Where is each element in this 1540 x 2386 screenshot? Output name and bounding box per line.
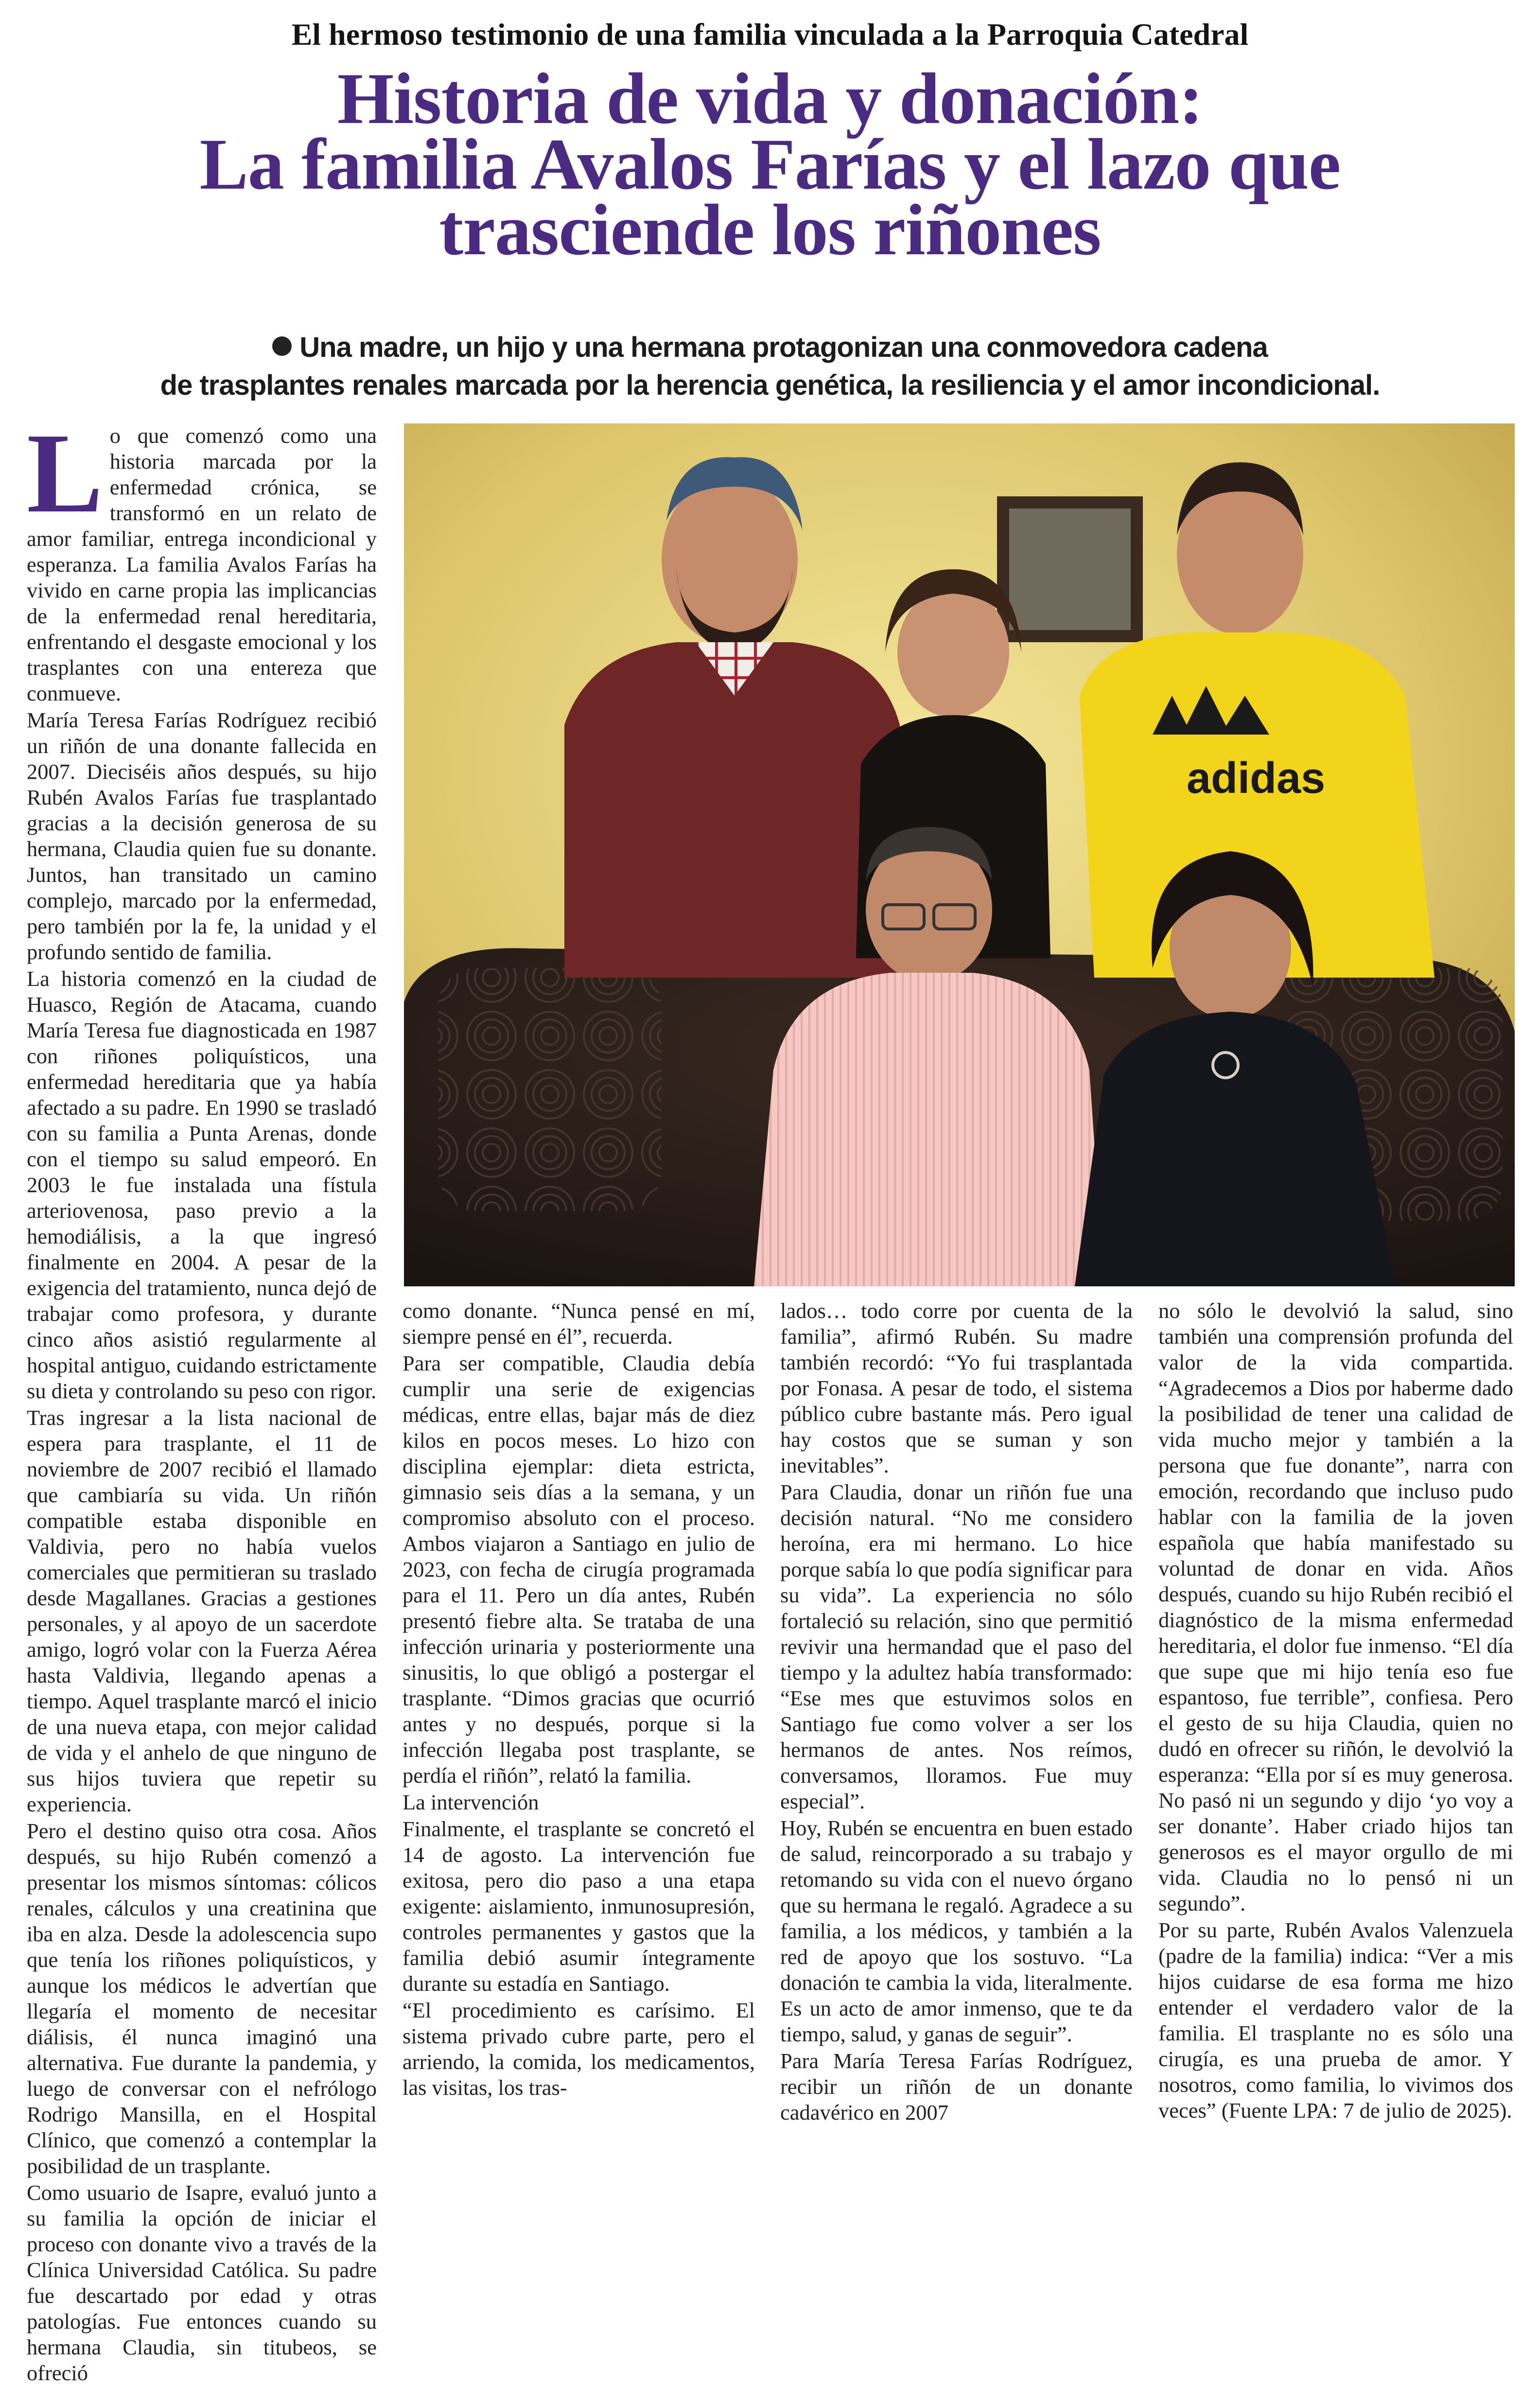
body-paragraph: Tras ingresar a la lista nacional de espera para trasplante, el 11 de noviembre de 2007 recibió el llamado que cambiaría su vida. Un riñón compatible estaba disponible en Valdivia, pero no había vuelos comerciales que permitieran su traslado desde Magallanes. Gracias a gestiones personales, y al apoyo de un sacerdote amigo, logró volar con la Fuerza Aérea hasta Valdivia, llegando apenas a tiempo. Aquel trasplante marcó el inicio de una nueva etapa, con mejor calidad de vida y el anhelo de que ninguno de sus hijos tuviera que repetir su experiencia. xyxy=(27,1405,377,1816)
body-paragraph: Hoy, Rubén se encuentra en buen estado de salud, reincorporado a su trabajo y retomando su vida con el nuevo órgano que su hermana le regaló. Agradece a su familia, a los médicos, y también a la red de apoyo que los sostuvo. “La donación te cambia la vida, literalmente. Es un acto de amor inmenso, que te da tiempo, salud, y ganas de seguir”. xyxy=(780,1816,1133,2046)
article-column-3 xyxy=(780,1298,1133,2124)
kicker: El hermoso testimonio de una familia vinculada a la Parroquia Catedral xyxy=(291,17,1249,52)
body-paragraph: “El procedimiento es carísimo. El sistema privado cubre parte, pero el arriendo, la comida, los medicamentos, las visitas, los tras- xyxy=(402,1998,755,2100)
article-column-2 xyxy=(402,1298,755,2100)
headline-line-1: Historia de vida y donación: xyxy=(337,58,1203,139)
body-paragraph: como donante. “Nunca pensé en mí, siempre pensé en él”, recuerda. xyxy=(402,1298,755,1349)
body-paragraph: Finalmente, el trasplante se concretó el 14 de agosto. La intervención fue exitosa, pero dio paso a una etapa exigente: aislamiento, inmunosupresión, controles permanentes y gastos que la familia debió asumir íntegramente durante su estadía en Santiago. xyxy=(402,1817,755,1996)
body-paragraph: Pero el destino quiso otra cosa. Años después, su hijo Rubén comenzó a presentar los mismos síntomas: cólicos renales, cálculos y una creatinina que iba en alza. Desde la adolescencia supo que tenía los riñones poliquísticos, y aunque los médicos le advertían que llegaría el momento de necesitar diálisis, él nunca imaginó una alternativa. Fue durante la pandemia, y luego de conversar con el nefrólogo Rodrigo Mansilla, en el Hospital Clínico, que comenzó a contemplar la posibilidad de un trasplante. xyxy=(27,1819,377,2178)
drop-cap: L xyxy=(27,410,103,536)
headline-line-2: La familia Avalos Farías y el lazo que xyxy=(199,124,1341,205)
body-paragraph: Lo que comenzó como una historia marcada por la enfermedad crónica, se transformó en un relato de amor familiar, entrega incondicional y esperanza. La familia Avalos Farías ha vivido en carne propia las implicancias de la enfermedad renal hereditaria, enfrentando el desgaste emocional y los trasplantes con una entereza que conmueve. xyxy=(27,410,377,705)
body-paragraph: Para ser compatible, Claudia debía cumplir una serie de exigencias médicas, entre ellas, bajar más de diez kilos en pocos meses. Lo hizo con disciplina ejemplar: dieta estricta, gimnasio seis días a la semana, y un compromiso absoluto con el proceso. Ambos viajaron a Santiago en julio de 2023, con fecha de cirugía programada para el 11. Pero un día antes, Rubén presentó fiebre alta. Se trataba de una infección urinaria y posteriormente una sinusitis, lo que obligó a postergar el trasplante. “Dimos gracias que ocurrió antes y no después, porque si la infección llegaba post trasplante, se perdía el riñón”, relató la familia. xyxy=(402,1351,755,1788)
subheadline-line-2: de trasplantes renales marcada por la herencia genética, la resiliencia y el amor incondicional. xyxy=(160,369,1380,401)
body-paragraph: Para María Teresa Farías Rodríguez, recibir un riñón de un donante cadavérico en 2007 xyxy=(780,2049,1133,2124)
subheadline xyxy=(0,329,1540,404)
shirt-logo-text: adidas xyxy=(1187,754,1326,803)
headline xyxy=(0,58,1540,270)
body-paragraph: lados… todo corre por cuenta de la familia”, afirmó Rubén. Su madre también recordó: “Yo fui trasplantada por Fonasa. A pesar de todo, el sistema público cubre bastante más. Pero igual hay costos que se suman y son inevitables”. xyxy=(780,1298,1133,1477)
body-paragraph: María Teresa Farías Rodríguez recibió un riñón de una donante fallecida en 2007. Dieciséis años después, su hijo Rubén Avalos Farías fue trasplantado gracias a la decisión generosa de su hermana, Claudia quien fue su donante. Juntos, han transitado un camino complejo, marcado por la enfermedad, pero también por la fe, la unidad y el profundo sentido de familia. xyxy=(27,708,377,964)
body-paragraph: Como usuario de Isapre, evaluó junto a su familia la opción de iniciar el proceso con donante vivo a través de la Clínica Universidad Católica. Su padre fue descartado por edad y otras patologías. Fue entonces cuando su hermana Claudia, sin titubeos, se ofreció xyxy=(27,2180,377,2385)
article-column-1 xyxy=(27,410,377,2385)
bullet-icon xyxy=(272,336,292,356)
section-subtitle: La intervención xyxy=(402,1790,539,1814)
family-photo xyxy=(402,422,1516,1288)
body-paragraph: Por su parte, Rubén Avalos Valenzuela (padre de la familia) indica: “Ver a mis hijos cuidarse de esa forma me hizo entender el verdadero valor de la familia. El trasplante no es sólo una cirugía, es una prueba de amor. Y nosotros, como familia, lo vivimos dos veces” (Fuente LPA: 7 de julio de 2025). xyxy=(1158,1918,1513,2123)
subheadline-line-1: Una madre, un hijo y una hermana protagonizan una conmovedora cadena xyxy=(299,332,1268,363)
body-paragraph: La historia comenzó en la ciudad de Huasco, Región de Atacama, cuando María Teresa fue diagnosticada en 1987 con riñones poliquísticos, una enfermedad hereditaria que ya había afectado a su padre. En 1990 se trasladó con su familia a Punta Arenas, donde con el tiempo su salud empeoró. En 2003 le fue instalada una fístula arteriovenosa, paso previo a la hemodiálisis, a la que ingresó finalmente en 2004. A pesar de la exigencia del tratamiento, nunca dejó de trabajar como profesora, y durante cinco años asistió regularmente al hospital antiguo, cuidando estrictamente su dieta y controlando su peso con rigor. xyxy=(27,966,377,1403)
headline-line-3: trasciende los riñones xyxy=(439,190,1101,270)
body-paragraph: no sólo le devolvió la salud, sino también una comprensión profunda del valor de la vida compartida. “Agradecemos a Dios por haberme dado la posibilidad de tener una calidad de vida mucho mejor y también a la persona que fue donante”, narra con emoción, recordando que incluso pudo hablar con la familia de la joven española que había manifestado su voluntad de donar en vida. Años después, cuando su hijo Rubén recibió el diagnóstico de la misma enfermedad hereditaria, el dolor fue inmenso. “El día que supe que mi hijo tenía eso fue espantoso, fue terrible”, confiesa. Pero el gesto de su hija Claudia, quien no dudó en ofrecer su riñón, le devolvió la esperanza: “Ella por sí es muy generosa. No pasó ni un segundo y dijo ‘yo voy a ser donante’. Haber criado hijos tan generosos es el mayor orgullo de mi vida. Claudia no lo pensó ni un segundo”. xyxy=(1158,1298,1513,1915)
body-paragraph: Para Claudia, donar un riñón fue una decisión natural. “No me considero heroína, era mi hermano. Lo hice porque sabía lo que podía significar para su vida”. La experiencia no sólo fortaleció su relación, sino que permitió revivir una hermandad que el paso del tiempo y la adultez había transformado: “Ese mes que estuvimos solos en Santiago fue como volver a ser los hermanos de antes. Nos reímos, conversamos, lloramos. Fue muy especial”. xyxy=(780,1480,1133,1813)
article-column-4 xyxy=(1158,1298,1513,2123)
